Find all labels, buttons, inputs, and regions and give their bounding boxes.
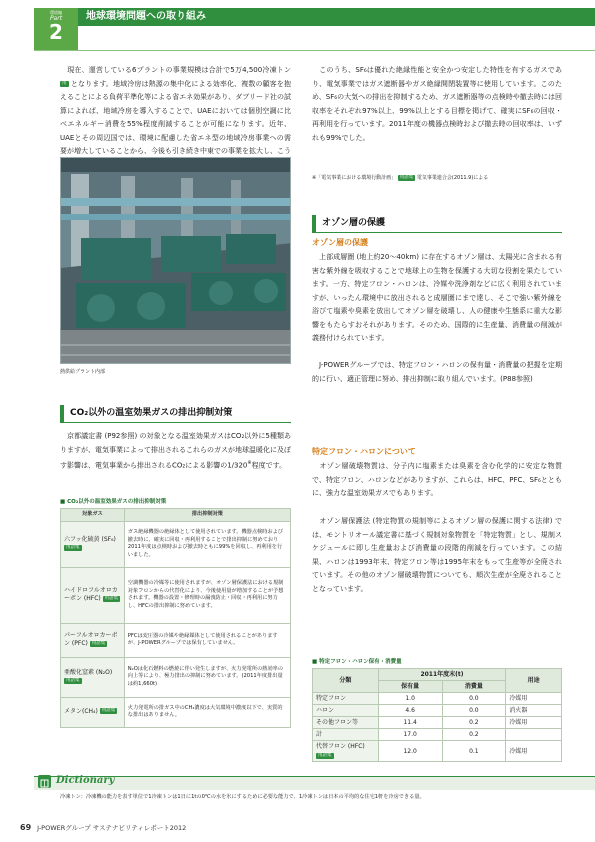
column-header: 用途: [506, 669, 562, 693]
use-cell: 冷媒用: [506, 717, 562, 729]
part-badge: [34, 8, 78, 50]
consumption-cell: 0.2: [442, 729, 506, 741]
column-header: 排出抑制対策: [124, 509, 290, 522]
plant-interior-image: [61, 158, 291, 364]
gas-name: 亜酸化窒素 (N₂O): [64, 668, 113, 676]
ozone-paragraph-1: [312, 251, 562, 346]
plant-photo: [60, 157, 291, 364]
table-row: [61, 623, 291, 657]
glossary-tag[interactable]: 用語集: [66, 544, 80, 550]
ozone-paragraph-4: [312, 515, 562, 596]
table-row: [313, 729, 562, 741]
ozone-text-1: 上部成層圏 (地上約20〜40km) に存在するオゾン層は、太陽光に含まれる有害な紫外線を吸収することで地球上の生物を保護する大切な役割を果たしています。一方、特定フロン・ハロンは、冷媒や洗浄剤などに広く利用されていますが、いったん環境中に放出されると成層圏にまで達し、そこで強い紫外線を浴びて塩素や臭素を放出してオゾン層を破壊し、人の健康や生態系に重大な影響をもたらすおそれがあります。そのため、国際的に生産量、消費量の削減が義務付けられています。: [312, 253, 562, 342]
holding-cell: 12.0: [378, 741, 442, 762]
gas-name-cell: [61, 623, 125, 657]
holding-cell: 11.4: [378, 717, 442, 729]
intro-paragraph: [60, 64, 291, 172]
glossary-tag[interactable]: 用語集: [66, 677, 80, 683]
report-name: J-POWERグループ サステナビリティレポート2012: [37, 824, 187, 832]
measure-cell: 空調機器の冷媒等に使用されますが、オゾン層保護法における規制対象フロンからの代替化により、今後使用量が増加することが予想されます。機器の設置・修理時の漏洩防止・回収・再利用に努力し、HFCの排出抑制に努めています。: [124, 567, 290, 623]
ozone-paragraph-3: [312, 460, 562, 501]
glossary-tag[interactable]: 用: [62, 80, 67, 86]
dictionary-text: 冷凍トン：冷凍機の能力を表す単位で1冷凍トンは1日に1tの0℃の水を氷にするために必要な能力で、1冷凍トンは日本の平均的な住宅1軒を冷房できる量。: [60, 794, 425, 800]
table-row: [61, 521, 291, 567]
ozone-text-3: オゾン層破壊物質は、分子内に塩素または臭素を含む化学的に安定な物質で、特定フロン、ハロンなどがありますが、これらは、HFC、PFC、SF₆とともに、強力な温室効果ガスでもあります。: [312, 462, 562, 497]
use-cell: 消火器: [506, 705, 562, 717]
consumption-cell: 0.2: [442, 717, 506, 729]
intro-text-rest: となります。地域冷房は熱源の集中化による効率化、複数の顧客を抱えることによる負荷平準化等による省エネ効果があり、ダブリード社の試算によれば、地域冷房を導入することで、UAEにおいては個別空調に比べエネルギー消費を55%程度削減することが可能になります。近年、UAEとその周辺国では、環境に配慮した省エネ型の地域冷房事業への需要が増大していることから、今後も引き続き中東での事業を拡大し、こう: [60, 79, 291, 155]
class-cell: 計: [313, 729, 379, 741]
column-header: 対象ガス: [61, 509, 125, 522]
measure-cell: N₂Oは化石燃料の燃焼に伴い発生しますが、火力発電所の熱効率の向上等により、極力排出の抑制に努めています。(2011年度排出量は約1,660t): [124, 657, 290, 697]
holding-cell: 17.0: [378, 729, 442, 741]
column-header: 分類: [313, 669, 379, 693]
use-cell: 冷媒用: [506, 741, 562, 762]
footnote-source: 電気事業連合会(2011.9)による: [416, 175, 489, 181]
part-label: Part: [49, 15, 63, 22]
table-row: [313, 693, 562, 705]
header-divider: [34, 50, 595, 51]
dictionary-title: Dictionary: [56, 775, 115, 786]
ozone-subheading: オゾン層の保護: [312, 238, 368, 247]
footnote-text: ※「電気事業における環境行動計画」: [312, 175, 397, 181]
table-row: [61, 657, 291, 697]
cfc-subheading: 特定フロン・ハロンについて: [312, 447, 416, 456]
use-cell: 冷媒用: [506, 693, 562, 705]
table-row: [61, 697, 291, 727]
column-header: 消費量: [442, 681, 506, 693]
table-header-row: [61, 509, 291, 522]
part-top-label: 環境編: [50, 10, 62, 15]
co2-text-end: 程度です。: [251, 461, 287, 470]
gas-name: 六フッ化硫黄 (SF₆): [64, 535, 116, 543]
gas-name-cell: [61, 697, 125, 727]
consumption-cell: 0.0: [442, 705, 506, 717]
ozone-text-2: J-POWERグループでは、特定フロン・ハロンの保有量・消費量の把握を定期的に行い、適正管理に努め、排出抑制に取り組んでいます。(P88参照): [312, 361, 562, 383]
holding-cell: 1.0: [378, 693, 442, 705]
holding-cell: 4.6: [378, 705, 442, 717]
use-cell: [506, 729, 562, 741]
sf6-paragraph: [312, 64, 562, 145]
ozone-paragraph-2: [312, 359, 562, 386]
co2-paragraph: [60, 430, 291, 473]
ozone-text-4: オゾン層保護法 (特定物質の規制等によるオゾン層の保護に関する法律) では、モントリオール議定書に基づく規制対象物質を「特定物質」とし、規制スケジュールに即し生産量および消費量の段階的削減を行っています。この結果、ハロンは1993年末、特定フロン等は1995年末をもって生産等が全廃されています。その他のオゾン層破壊物質についても、順次生産が全廃されることとなっています。: [312, 517, 562, 593]
gas-name: ハイドロフルオロカーボン (HFC): [64, 586, 118, 602]
photo-caption: 熱供給プラント内部: [60, 369, 106, 375]
class-cell: 特定フロン: [313, 693, 379, 705]
ghg-table: [60, 508, 291, 728]
consumption-cell: 0.1: [442, 741, 506, 762]
glossary-tag[interactable]: 用語集: [399, 174, 414, 180]
section-title: 地球環境問題への取り組み: [86, 11, 206, 22]
gas-name: メタン(CH₄): [64, 707, 98, 715]
gas-name-cell: [61, 657, 125, 697]
class-cell: その他フロン等: [313, 717, 379, 729]
measure-cell: ガス絶縁機器の絶縁体として使用されています。機器点検時および撤去時に、確実に回収・再利用することで排出抑制に努めており2011年度は点検時および撤去時ともに99%を回収し、再利用を行いました。: [124, 521, 290, 567]
gas-name: パーフルオロカーボン (PFC): [64, 631, 118, 647]
table-row: [313, 741, 562, 762]
freon-table-title: ■ 特定フロン・ハロン保有・消費量: [312, 659, 402, 665]
column-header: 保有量: [378, 681, 442, 693]
part-number: 2: [49, 20, 63, 44]
table-header-row: [313, 669, 562, 681]
table-row: [313, 717, 562, 729]
class-cell: [313, 741, 379, 762]
column-header: 2011年度末(t): [378, 669, 505, 681]
sf6-footnote: [312, 174, 562, 182]
page-number: 69: [20, 823, 32, 832]
table-row: [61, 567, 291, 623]
glossary-tag[interactable]: 用語集: [91, 640, 106, 646]
measure-cell: PFCは変圧器の冷媒や絶縁媒体として使用されることがありますが、J-POWERグループでは保有していません。: [124, 623, 290, 657]
measure-cell: 火力発電所の排ガス中のCH₄濃度は大気環境中濃度以下で、実質的な排出はありません。: [124, 697, 290, 727]
page-footer: [20, 823, 186, 833]
dictionary-band: [34, 776, 595, 790]
consumption-cell: 0.0: [442, 693, 506, 705]
ghg-table-title: ■ CO₂以外の温室効果ガスの排出抑制対策: [60, 499, 167, 505]
intro-text: 現在、運営している6プラントの事業規模は合計で5万4,500冷凍トン: [67, 66, 291, 74]
ozone-section-heading: オゾン層の保護: [312, 215, 562, 233]
glossary-tag[interactable]: 用語集: [104, 595, 119, 601]
freon-table: [312, 668, 562, 762]
co2-text: 京都議定書 (P92参照) の対象となる温室効果ガスはCO₂以外に5種類ありますが、電気事業によって排出されるこれらのガスが地球温暖化に及ぼす影響は、電気事業から排出されるCO₂による影響の1/320: [60, 432, 291, 470]
class-name: 代替フロン (HFC): [316, 743, 365, 750]
co2-section-heading: CO₂以外の温室効果ガスの排出抑制対策: [60, 405, 291, 423]
sf6-text: このうち、SF₆は優れた絶縁性能と安全かつ安定した特性を有するガスであり、電気事業ではガス遮断器やガス絶縁開閉装置等に使用しています。このため、SF₆の大気への排出を抑制するため、ガス遮断器等の点検時や撤去時には回収率をそれぞれ97%以上、99%以上とする目標を掲げて、確実にSF₆の回収・再利用を行っています。2011年度の機器点検時および撤去時の回収率は、いずれも99%でした。: [312, 66, 562, 142]
table-row: [313, 705, 562, 717]
dictionary-book-icon: [38, 775, 51, 788]
co2-note-mark: ※: [247, 460, 252, 466]
glossary-tag[interactable]: 用語集: [101, 708, 116, 714]
class-cell: ハロン: [313, 705, 379, 717]
glossary-tag[interactable]: 用語集: [318, 752, 332, 758]
gas-name-cell: [61, 567, 125, 623]
gas-name-cell: [61, 521, 125, 567]
